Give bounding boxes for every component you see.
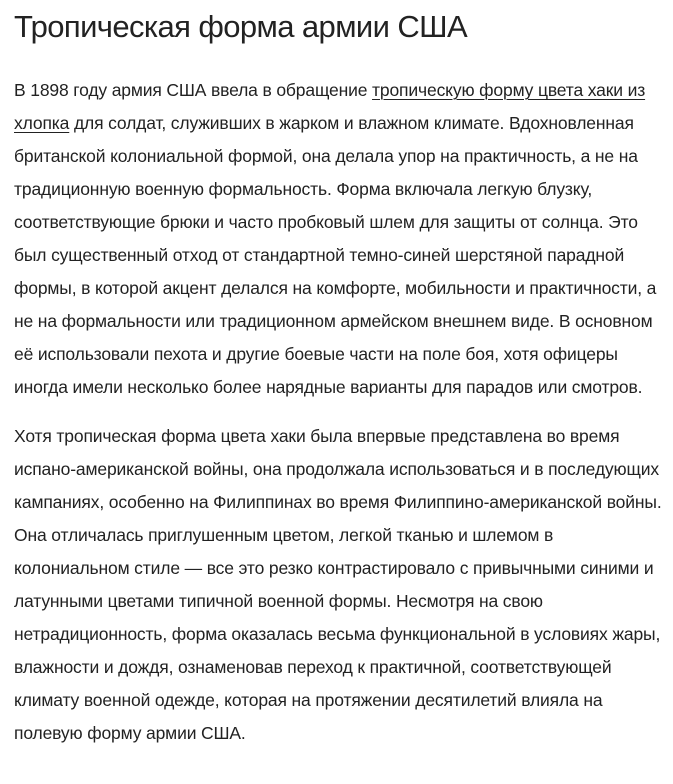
tropical-uniform-link[interactable]: тропическую форму цвета хаки из хлопка [14, 80, 646, 133]
paragraph-1 [14, 74, 663, 404]
paragraph-1-body: для солдат, служивших в жарком и влажном климате. Вдохновленная британской колониальной формой, она делала упор на практичность, а не на традиционную военную формальность. Форма включала легкую блузку, соответствующие брюки и часто пробковый шлем для защиты от солнца. Это был существенный отход от стандартной темно-синей шерстяной парадной формы, в которой акцент делался на комфорте, мобильности и практичности, а не на формальности или традиционном армейском внешнем виде. В основном её использовали пехота и другие боевые части на поле боя, хотя офицеры иногда имели несколько более нарядные варианты для парадов или смотров. [14, 113, 657, 397]
paragraph-2: Хотя тропическая форма цвета хаки была впервые представлена во время испано-американской войны, она продолжала использоваться и в последующих кампаниях, особенно на Филиппинах во время Филиппино-американской войны. Она отличалась приглушенным цветом, легкой тканью и шлемом в колониальном стиле — все это резко контрастировало с привычными синими и латунными цветами типичной военной формы. Несмотря на свою нетрадиционность, форма оказалась весьма функциональной в условиях жары, влажности и дождя, ознаменовав переход к практичной, соответствующей климату военной одежде, которая на протяжении десятилетий влияла на полевую форму армии США. [14, 426, 662, 743]
paragraph-1-intro: В 1898 году армия США ввела в обращение [14, 80, 373, 100]
article-title: Тропическая форма армии США [14, 9, 468, 44]
